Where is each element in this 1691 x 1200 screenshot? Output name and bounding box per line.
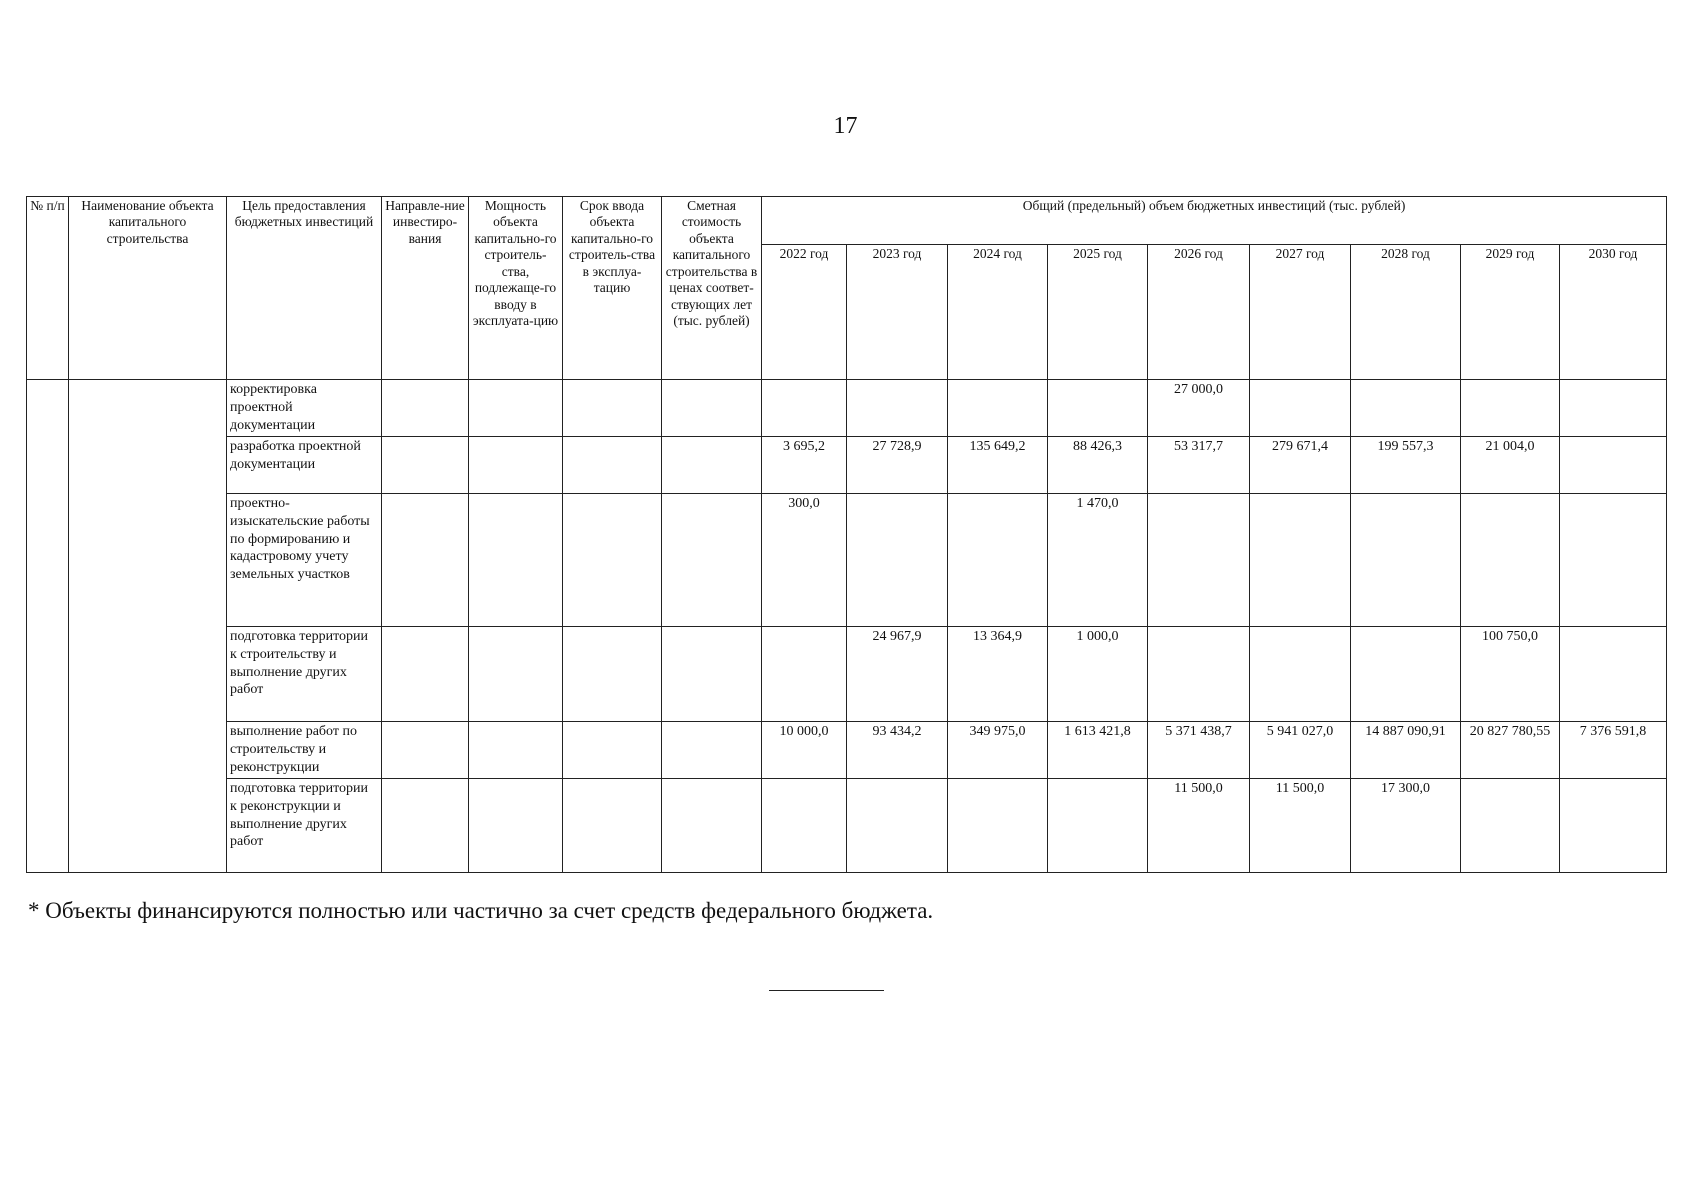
- header-year: 2028 год: [1351, 245, 1461, 380]
- table-row: [27, 493, 1667, 626]
- cell-estimate: [662, 626, 762, 721]
- cell-value: 17 300,0: [1351, 778, 1461, 872]
- cell-value: [847, 380, 948, 437]
- cell-value: 11 500,0: [1250, 778, 1351, 872]
- cell-value: 349 975,0: [948, 721, 1048, 778]
- header-estimated-cost: Сметная стоимость объекта капитального строительства в ценах соответ-ствующих лет (тыс. рублей): [662, 197, 762, 380]
- cell-direction: [382, 380, 469, 437]
- page-number: 17: [833, 113, 858, 139]
- cell-capacity: [469, 626, 563, 721]
- cell-commissioning: [563, 380, 662, 437]
- header-year: 2029 год: [1461, 245, 1560, 380]
- cell-value: [1461, 493, 1560, 626]
- cell-value: [847, 493, 948, 626]
- cell-goal: подготовка территории к реконструкции и выполнение других работ: [227, 778, 382, 872]
- cell-value: [948, 380, 1048, 437]
- table-row: [27, 436, 1667, 493]
- cell-direction: [382, 778, 469, 872]
- table-header: [27, 197, 1667, 380]
- cell-direction: [382, 493, 469, 626]
- cell-value: [847, 778, 948, 872]
- cell-value: 1 613 421,8: [1048, 721, 1148, 778]
- cell-value: 7 376 591,8: [1560, 721, 1667, 778]
- end-rule: [769, 990, 884, 991]
- cell-value: [1148, 493, 1250, 626]
- cell-value: 135 649,2: [948, 436, 1048, 493]
- cell-value: [1250, 380, 1351, 437]
- cell-num: [27, 380, 69, 873]
- cell-value: [1351, 380, 1461, 437]
- cell-value: 10 000,0: [762, 721, 847, 778]
- header-year: 2026 год: [1148, 245, 1250, 380]
- cell-value: [1048, 778, 1148, 872]
- cell-value: [1560, 626, 1667, 721]
- cell-value: 88 426,3: [1048, 436, 1148, 493]
- cell-value: 3 695,2: [762, 436, 847, 493]
- cell-value: 13 364,9: [948, 626, 1048, 721]
- cell-value: [1048, 380, 1148, 437]
- footnote: * Объекты финансируются полностью или частично за счет средств федерального бюджета.: [28, 898, 934, 923]
- table-body: [27, 380, 1667, 873]
- cell-value: 5 941 027,0: [1250, 721, 1351, 778]
- cell-goal: выполнение работ по строительству и реконструкции: [227, 721, 382, 778]
- cell-goal: проектно-изыскательские работы по формированию и кадастровому учету земельных участков: [227, 493, 382, 626]
- table-row: [27, 380, 1667, 437]
- cell-value: [948, 493, 1048, 626]
- header-total-investment: Общий (предельный) объем бюджетных инвестиций (тыс. рублей): [762, 197, 1667, 245]
- cell-capacity: [469, 721, 563, 778]
- cell-value: 11 500,0: [1148, 778, 1250, 872]
- cell-value: [1560, 493, 1667, 626]
- cell-value: 27 000,0: [1148, 380, 1250, 437]
- cell-value: 24 967,9: [847, 626, 948, 721]
- header-year: 2022 год: [762, 245, 847, 380]
- cell-goal: корректировка проектной документации: [227, 380, 382, 437]
- cell-capacity: [469, 436, 563, 493]
- cell-value: [762, 380, 847, 437]
- table-row: [27, 721, 1667, 778]
- cell-goal: разработка проектной документации: [227, 436, 382, 493]
- header-object-name: Наименование объекта капитального строительства: [69, 197, 227, 380]
- cell-value: 14 887 090,91: [1351, 721, 1461, 778]
- header-direction: Направле-ние инвестиро-вания: [382, 197, 469, 380]
- header-year: 2027 год: [1250, 245, 1351, 380]
- table-row: [27, 778, 1667, 872]
- cell-commissioning: [563, 626, 662, 721]
- cell-value: [1250, 493, 1351, 626]
- header-commissioning-date: Срок ввода объекта капитально-го строитель-ства в эксплуа-тацию: [563, 197, 662, 380]
- cell-value: [762, 778, 847, 872]
- cell-value: 27 728,9: [847, 436, 948, 493]
- cell-value: [1461, 778, 1560, 872]
- cell-direction: [382, 436, 469, 493]
- header-year: 2024 год: [948, 245, 1048, 380]
- cell-goal: подготовка территории к строительству и выполнение других работ: [227, 626, 382, 721]
- cell-value: 100 750,0: [1461, 626, 1560, 721]
- cell-value: [1560, 380, 1667, 437]
- cell-value: 1 000,0: [1048, 626, 1148, 721]
- cell-value: [762, 626, 847, 721]
- cell-capacity: [469, 778, 563, 872]
- header-year: 2023 год: [847, 245, 948, 380]
- header-capacity: Мощность объекта капитально-го строитель-ства, подлежаще-го вводу в эксплуата-цию: [469, 197, 563, 380]
- cell-estimate: [662, 778, 762, 872]
- cell-capacity: [469, 493, 563, 626]
- cell-value: [948, 778, 1048, 872]
- cell-value: [1250, 626, 1351, 721]
- cell-object-name: [69, 380, 227, 873]
- cell-estimate: [662, 721, 762, 778]
- header-year: 2030 год: [1560, 245, 1667, 380]
- cell-direction: [382, 626, 469, 721]
- cell-value: 20 827 780,55: [1461, 721, 1560, 778]
- cell-value: [1560, 778, 1667, 872]
- cell-commissioning: [563, 721, 662, 778]
- cell-commissioning: [563, 778, 662, 872]
- cell-value: [1461, 380, 1560, 437]
- cell-commissioning: [563, 436, 662, 493]
- cell-value: 93 434,2: [847, 721, 948, 778]
- cell-value: 21 004,0: [1461, 436, 1560, 493]
- budget-investment-table: [26, 196, 1667, 873]
- cell-value: 53 317,7: [1148, 436, 1250, 493]
- header-year: 2025 год: [1048, 245, 1148, 380]
- header-num: № п/п: [27, 197, 69, 380]
- cell-value: [1351, 626, 1461, 721]
- cell-value: [1148, 626, 1250, 721]
- cell-value: [1351, 493, 1461, 626]
- cell-value: [1560, 436, 1667, 493]
- cell-value: 5 371 438,7: [1148, 721, 1250, 778]
- cell-commissioning: [563, 493, 662, 626]
- cell-value: 199 557,3: [1351, 436, 1461, 493]
- cell-direction: [382, 721, 469, 778]
- cell-capacity: [469, 380, 563, 437]
- cell-value: 279 671,4: [1250, 436, 1351, 493]
- cell-estimate: [662, 436, 762, 493]
- cell-value: 1 470,0: [1048, 493, 1148, 626]
- table-row: [27, 626, 1667, 721]
- cell-value: 300,0: [762, 493, 847, 626]
- header-goal: Цель предоставления бюджетных инвестиций: [227, 197, 382, 380]
- cell-estimate: [662, 380, 762, 437]
- cell-estimate: [662, 493, 762, 626]
